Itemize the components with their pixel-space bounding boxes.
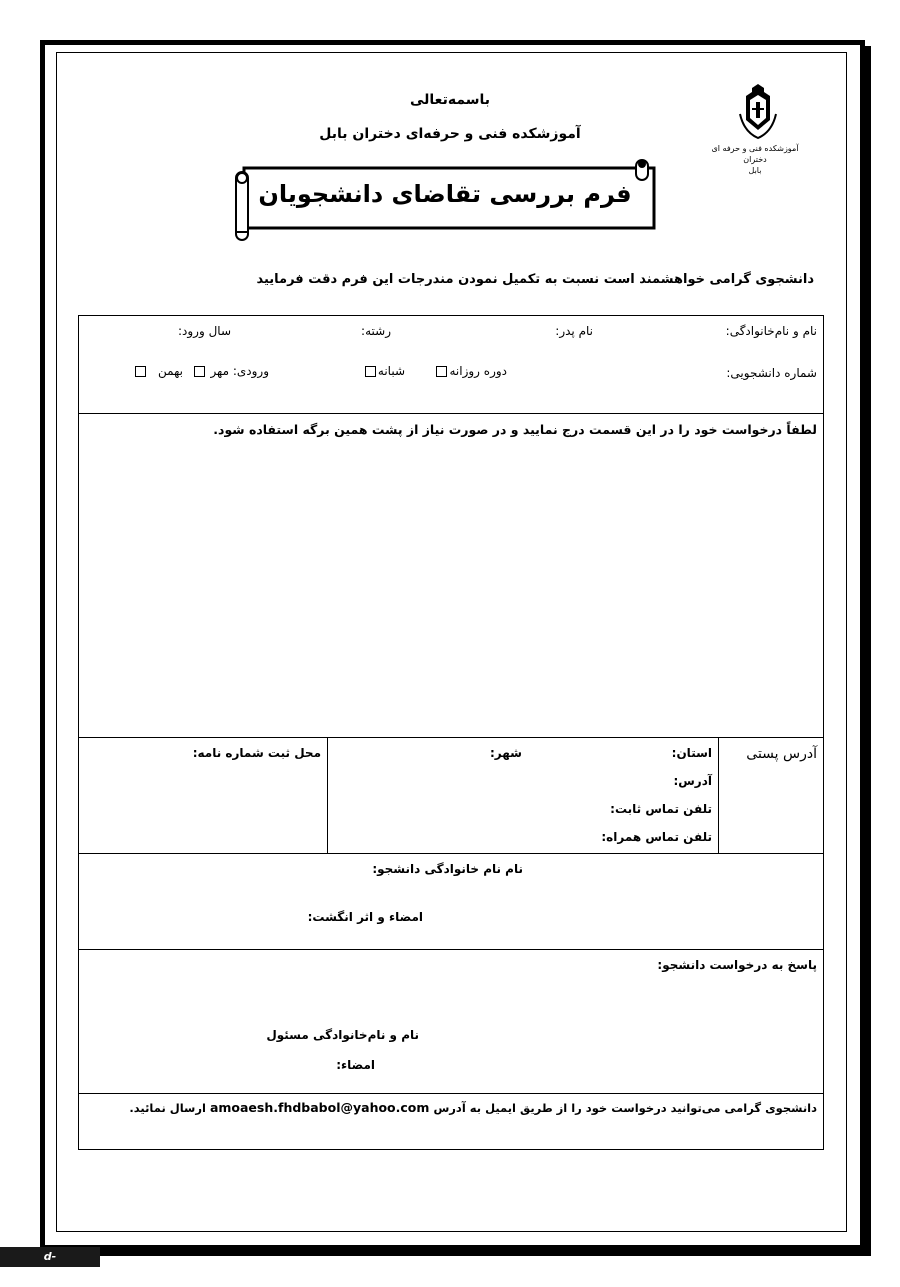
night-course-option[interactable] bbox=[363, 364, 405, 378]
bahman-label: بهمن bbox=[158, 364, 183, 378]
postal-address-label-cell bbox=[719, 738, 824, 854]
major-label: رشته: bbox=[361, 324, 391, 338]
student-signature-section[interactable] bbox=[79, 854, 824, 950]
application-form bbox=[78, 315, 824, 1150]
city-label: شهر: bbox=[490, 746, 522, 760]
name-label: نام و نام‌خانوادگی: bbox=[725, 324, 817, 338]
day-course-option[interactable] bbox=[434, 364, 507, 378]
request-instruction: لطفاً درخواست خود را در این قسمت درج نمایید و در صورت نیاز از پشت همین برگه استفاده شود. bbox=[213, 422, 817, 437]
logo-caption-line2: بابل bbox=[748, 166, 762, 175]
intro-text: دانشجوی گرامی خواهشمند است نسبت به تکمیل نمودن مندرجات این فرم دقت فرمایید bbox=[256, 272, 814, 287]
form-title: فرم بررسی تقاضای دانشجویان bbox=[258, 180, 632, 208]
official-sign-label: امضاء: bbox=[336, 1058, 375, 1072]
province-label: استان: bbox=[671, 746, 712, 760]
email-note bbox=[129, 1100, 817, 1115]
entry-mehr-label: ورودی: مهر bbox=[210, 364, 269, 378]
mobile-label: تلفن تماس همراه: bbox=[601, 830, 712, 844]
student-id-label: شماره دانشجویی: bbox=[726, 366, 817, 380]
address-details-cell[interactable] bbox=[328, 738, 719, 854]
response-section[interactable] bbox=[79, 950, 824, 1094]
request-section[interactable] bbox=[79, 414, 824, 738]
response-label: پاسخ به درخواست دانشجو: bbox=[657, 958, 817, 972]
invocation: باسمه‌تعالی bbox=[410, 92, 490, 108]
bahman-checkbox[interactable] bbox=[135, 366, 146, 377]
student-sign-label: امضاء و اثر انگشت: bbox=[307, 910, 423, 924]
email-note-section bbox=[79, 1094, 824, 1150]
email-note-before: دانشجوی گرامی می‌توانید درخواست خود را از طریق ایمیل به آدرس bbox=[433, 1101, 817, 1115]
logo-caption bbox=[705, 143, 805, 176]
institution-name: آموزشکده فنی و حرفه‌ای دختران بابل bbox=[319, 126, 581, 142]
postal-address-label: آدرس پستی bbox=[746, 746, 817, 762]
personal-section bbox=[79, 316, 824, 414]
email-address-link[interactable]: amoaesh.fhdbabol@yahoo.com bbox=[209, 1100, 430, 1115]
entry-year-label: سال ورود: bbox=[177, 324, 231, 338]
registration-place-cell[interactable] bbox=[79, 738, 328, 854]
official-name-label: نام و نام‌خانوادگی مسئول bbox=[266, 1028, 419, 1042]
logo-caption-line1: آموزشکده فنی و حرفه ای دختران bbox=[711, 144, 799, 164]
night-course-label: شبانه bbox=[377, 364, 405, 378]
day-course-checkbox[interactable] bbox=[436, 366, 447, 377]
email-note-after: ارسال نمائید. bbox=[129, 1101, 206, 1115]
address-label: آدرس: bbox=[673, 774, 712, 788]
registration-place-label: محل ثبت شماره نامه: bbox=[192, 746, 321, 760]
father-name-label: نام پدر: bbox=[555, 324, 593, 338]
landline-label: تلفن تماس ثابت: bbox=[610, 802, 712, 816]
mehr-checkbox[interactable] bbox=[194, 366, 205, 377]
night-course-checkbox[interactable] bbox=[365, 366, 376, 377]
student-name-label: نام نام خانوادگی دانشجو: bbox=[372, 862, 523, 876]
day-course-label: دوره روزانه bbox=[449, 364, 507, 378]
bahman-option[interactable] bbox=[133, 364, 183, 378]
watermark: d-babol.nus.ac.ir bbox=[0, 1247, 100, 1267]
entry-mehr-option[interactable] bbox=[192, 364, 269, 378]
